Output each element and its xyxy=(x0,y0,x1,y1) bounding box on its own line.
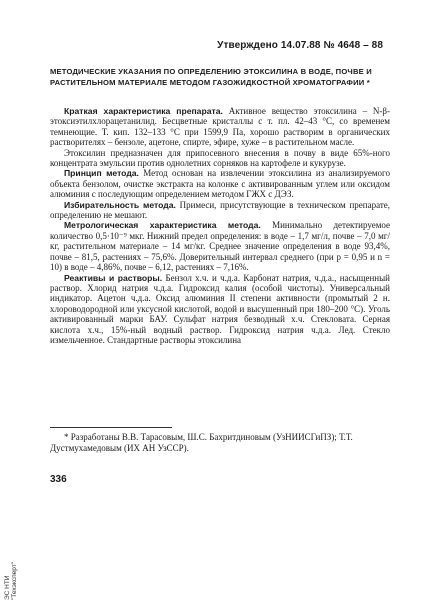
paragraph-purpose xyxy=(50,148,390,169)
paragraph-text: Минимально детектируемое количество 0,5·10⁻⁹ мкг. Нижний предел определения: в воде – 1,7 мг/л, почве – 7,0 мг/кг, растительном материале – 14 мг/кг. Среднее значение определения в воде 93,4%, почве – 81,5, растениях – 75,6%. Доверительный интервал среднего (при p = 0,95 и n = 10) в воде – 4,86%, почве – 6,12, растениях – 7,16%. xyxy=(50,220,391,273)
section-heading: Краткая характеристика препарата. xyxy=(64,106,223,116)
document-body xyxy=(50,106,390,345)
footnote-divider xyxy=(50,427,172,428)
paragraph-principle xyxy=(50,168,390,199)
paragraph-characteristics xyxy=(50,106,390,148)
document-title: МЕТОДИЧЕСКИЕ УКАЗАНИЯ ПО ОПРЕДЕЛЕНИЮ ЭТОКСИЛИНА В ВОДЕ, ПОЧВЕ И РАСТИТЕЛЬНОМ МАТЕРИАЛЕ МЕТОДОМ ГАЗОЖИДКОСТНОЙ ХРОМАТОГРАФИИ * xyxy=(50,67,372,87)
section-heading: Избирательность метода. xyxy=(64,199,176,210)
side-stamp: ЭС НТИ "Техэксперт" xyxy=(4,561,18,600)
paragraph-text: Этоксилин предназначен для припосевного внесения в почву в виде 65%-ного концентрата эмульсии против однолетних сорняков на картофеле и кукурузе. xyxy=(50,147,390,169)
paragraph-text: Бензол х.ч. и ч.д.а. Карбонат натрия, ч.д.а., насыщенный раствор. Хлорид натрия ч.д.а. Гидроксид калия (особой чистоты). Универсальный индикатор. Ацетон ч.д.а. Оксид алюминия II степени активности (промытый 2 н. хлороводородной или уксусной кислотой, водой и высушенный при 180–200 °С). Уголь активированный марки БАУ. Сульфат натрия безводный х.ч. Стекловата. Серная кислота х.ч., 15%-ный водный раствор. Гидроксид натрия ч.д.а. Лед. Стекло измельченное. Стандартные растворы этоксилина xyxy=(50,272,390,345)
section-heading: Реактивы и растворы. xyxy=(64,272,163,283)
paragraph-text: Метод основан на извлечении этоксилина из анализируемого объекта бензолом, очистке экстракта на колонке с активированным углем или оксидом алюминия с последующим определением методом ГЖХ с ДЭЗ. xyxy=(50,168,390,200)
paragraph-metrology xyxy=(50,220,390,272)
paragraph-text: Примеси, присутствующие в техническом препарате, определению не мешают. xyxy=(50,199,391,221)
footnote-text: * Разработаны В.В. Тарасовым, Ш.С. Бахритдиновым (УзНИИСГиПЗ); Т.Т. Дустмухамедовым (ИХ АН УзССР). xyxy=(50,432,353,453)
page-number: 336 xyxy=(50,474,67,485)
section-heading: Метрологическая характеристика метода. xyxy=(64,220,261,231)
paragraph-selectivity xyxy=(50,200,390,221)
section-heading: Принцип метода. xyxy=(64,168,139,179)
paragraph-reagents xyxy=(50,273,390,346)
footnote xyxy=(50,432,390,454)
paragraph-text: Активное вещество этоксилина – N-β-этоксиэтилхлорацетанилид. Бесцветные кристаллы с т. пл. 42–43 °С, со временем темнеющие. Т. кип. 132–133 °С при 1599,9 Па, хорошо растворим в органических растворителях – бензоле, ацетоне, спирте, эфире, хуже – в растительном масле. xyxy=(50,106,390,148)
approval-line: Утверждено 14.07.88 № 4648 – 88 xyxy=(217,40,383,51)
